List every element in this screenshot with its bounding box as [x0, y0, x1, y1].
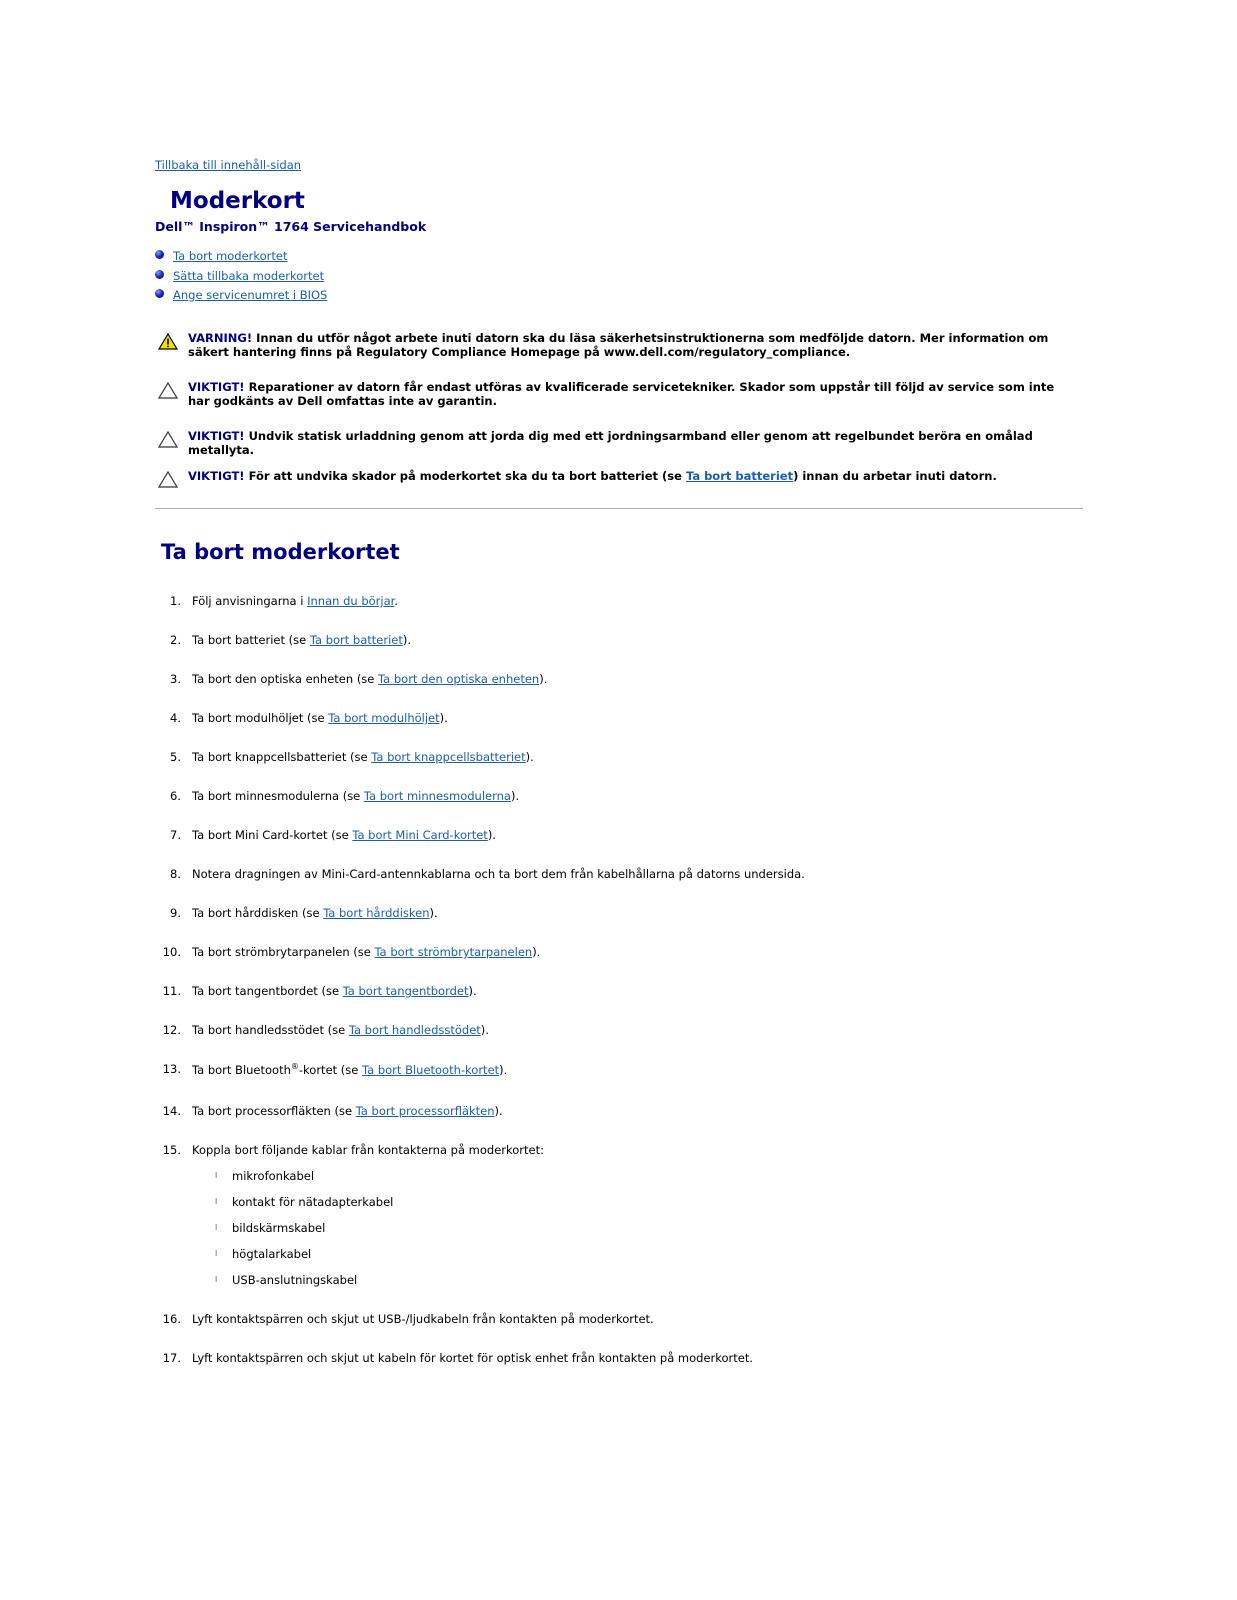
- notice-text: [188, 332, 1058, 359]
- step-link[interactable]: Ta bort handledsstödet: [348, 1023, 481, 1037]
- notice-label: VIKTIGT!: [188, 380, 245, 394]
- document-page: Tillbaka till innehåll-sidan Moderkort Dell™ Inspiron™ 1764 Servicehandbok Ta bort moderkortet Sätta tillbaka moderkortet Ange servicenumret i BIOS VARNING! Innan du utför något arbete inuti datorn ska du läsa säkerhetsinstruktionerna som medföljde datorn. Mer information om säkert hantering finns på Regulatory Compliance Homepage på www.dell.com/regulatory_compliance. VIKTIGT! Reparationer av datorn får endast utföras av kvalificerade servicetekniker. Skador som uppstår till följd av service som inte har godkänts av Dell omfattas inte av garantin. VIKTIGT! Undvik statisk urladdning genom att jorda dig med ett jordningsarmband eller genom att regelbundet beröra en omålad metallyta. VIKTIGT! För att undvika skador på moderkortet ska du ta bort batteriet (se Ta bort batteriet) innan du arbetar inuti datorn. Ta bort moderkortet 1. Följ anvisningarna i Innan du börjar. 2. Ta bort batteriet (se Ta bort batteriet). 3. Ta bort den optiska enheten (se Ta bort den optiska enheten). 4. Ta bort modulhöljet (se Ta bort modulhöljet). 5. Ta bort knappcellsbatteriet (se Ta bort knappcellsbatteriet). 6. Ta bort minnesmodulerna (se Ta bort minnesmodulerna). 7. Ta bort Mini Card-kortet (se Ta bort Mini Card-kortet). 8. Notera dragningen av Mini-Card-antennkablarna och ta bort dem från kabelhållarna på datorns undersida. 9. Ta bort hårddisken (se Ta bort hårddisken). 10. Ta bort strömbrytarpanelen (se Ta bort strömbrytarpanelen). 11. Ta bort tangentbordet (se Ta bort tangentbordet). 12. Ta bort handledsstödet (se Ta bort handledsstödet). 13. Ta bort Bluetooth®-kortet (se Ta bort Bluetooth-kortet). 14. Ta bort processorfläkten (se Ta bort processorfläkten). 15. Koppla bort följande kablar från kontakterna på moderkortet: l mikrofonkabel l kontakt för nätadapterkabel l bildskärmskabel l högtalarkabel l USB-anslutningskabel 16. Lyft kontaktspärren och skjut ut USB-/ljudkabeln från kontakten på moderkortet. 17. Lyft kontaktspärren och skjut ut kabeln för kortet för optisk enhet från kontakten på moderkortet.: [0, 0, 1237, 1600]
- back-to-contents-link[interactable]: Tillbaka till innehåll-sidan: [155, 158, 302, 172]
- toc-link-remove-motherboard[interactable]: Ta bort moderkortet: [173, 249, 288, 263]
- step-link[interactable]: Ta bort knappcellsbatteriet: [371, 750, 526, 764]
- notice-body-before: För att undvika skador på moderkortet ska du ta bort batteriet (se: [248, 469, 686, 483]
- notice-text: [188, 470, 1058, 484]
- notice-body-after: ) innan du arbetar inuti datorn.: [793, 469, 997, 483]
- step-link[interactable]: Ta bort hårddisken: [323, 906, 430, 920]
- step-link[interactable]: Ta bort Bluetooth-kortet: [362, 1062, 500, 1077]
- caution-icon: [158, 382, 178, 399]
- step-link[interactable]: Ta bort processorfläkten: [355, 1104, 495, 1118]
- toc-link-service-tag-bios[interactable]: Ange servicenumret i BIOS: [173, 288, 328, 302]
- notice-label: VARNING!: [188, 331, 253, 345]
- step-link[interactable]: Ta bort strömbrytarpanelen: [374, 945, 533, 959]
- step-link[interactable]: Ta bort den optiska enheten: [378, 672, 540, 686]
- notice-text: [188, 430, 1058, 457]
- caution-icon: [158, 471, 178, 488]
- step-link[interactable]: Ta bort tangentbordet: [342, 984, 469, 998]
- warning-icon: [158, 333, 178, 350]
- step-link[interactable]: Innan du börjar: [307, 594, 395, 608]
- cable-list-item: l bildskärmskabel: [215, 1221, 326, 1235]
- step-link[interactable]: Ta bort modulhöljet: [328, 711, 440, 725]
- notice-label: VIKTIGT!: [188, 469, 245, 483]
- toc-item: [155, 288, 327, 308]
- cable-list-item: l kontakt för nätadapterkabel: [215, 1195, 394, 1209]
- step-link[interactable]: Ta bort batteriet: [309, 633, 403, 647]
- bullet-icon: [155, 250, 164, 259]
- bullet-icon: [155, 289, 164, 298]
- caution-icon: [158, 431, 178, 448]
- step-link[interactable]: Ta bort minnesmodulerna: [363, 789, 511, 803]
- toc-item: [155, 249, 327, 269]
- toc-item: [155, 269, 327, 289]
- warning-notice: [158, 332, 1058, 359]
- caution-notice: [158, 470, 1058, 484]
- notice-body: Reparationer av datorn får endast utföras av kvalificerade servicetekniker. Skador som uppstår till följd av service som inte har godkänts av Dell omfattas inte av garantin.: [188, 380, 1055, 408]
- notice-body: Innan du utför något arbete inuti datorn ska du läsa säkerhetsinstruktionerna som medföljde datorn. Mer information om säkert hantering finns på Regulatory Compliance Homepage på www.dell.com/regulatory_compliance.: [188, 331, 1049, 359]
- bullet-icon: [155, 270, 164, 279]
- notice-text: [188, 381, 1058, 408]
- toc-link-replace-motherboard[interactable]: Sätta tillbaka moderkortet: [173, 268, 325, 283]
- page-subtitle: Dell™ Inspiron™ 1764 Servicehandbok: [155, 219, 427, 234]
- cable-list-item: l mikrofonkabel: [215, 1169, 315, 1183]
- page-title: Moderkort: [170, 188, 305, 214]
- cable-list-item: l USB-anslutningskabel: [215, 1273, 358, 1287]
- caution-notice: [158, 381, 1058, 408]
- notice-label: VIKTIGT!: [188, 429, 245, 443]
- step-link[interactable]: Ta bort Mini Card-kortet: [352, 828, 488, 842]
- table-of-contents: [155, 249, 327, 308]
- remove-battery-link[interactable]: Ta bort batteriet: [685, 469, 794, 483]
- section-title: Ta bort moderkortet: [161, 540, 400, 564]
- caution-notice: [158, 430, 1058, 457]
- notice-body: Undvik statisk urladdning genom att jorda dig med ett jordningsarmband eller genom att regelbundet beröra en omålad metallyta.: [188, 429, 1033, 457]
- cable-list-item: l högtalarkabel: [215, 1247, 312, 1261]
- section-divider: [155, 508, 1083, 509]
